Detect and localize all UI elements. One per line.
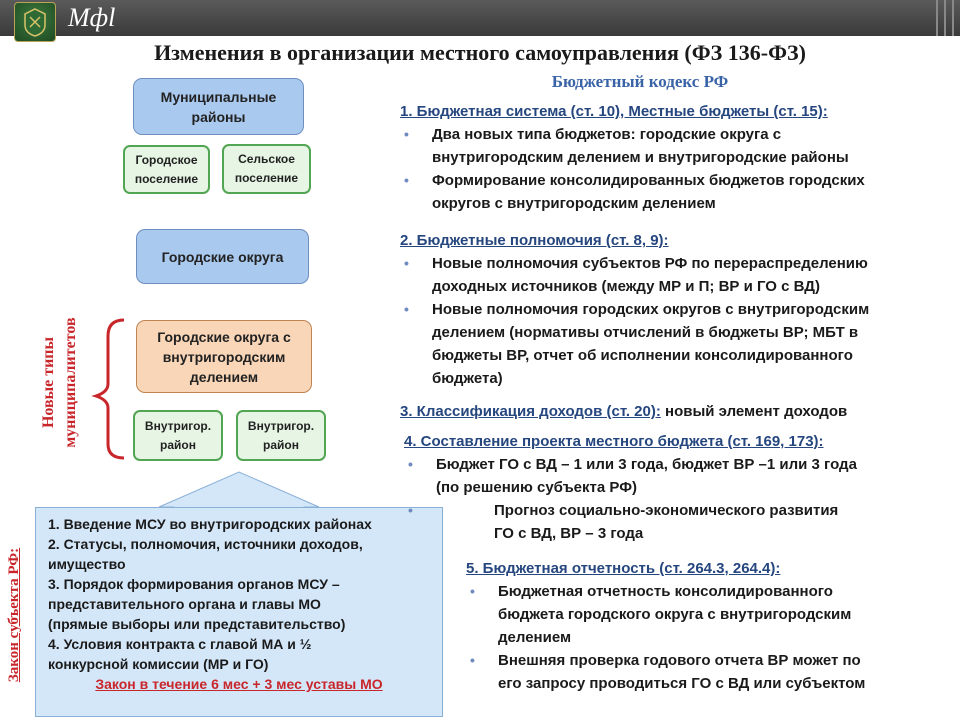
bullet-line: ГО с ВД, ВР – 3 года bbox=[494, 525, 644, 542]
municipal-districts-label: Муниципальные районы bbox=[160, 88, 277, 125]
bullet-line: бюджеты ВР, отчет об исполнении консолидированного bbox=[432, 347, 853, 364]
new-types-label-line1: Новые типы bbox=[40, 336, 57, 429]
top-bar bbox=[0, 0, 960, 36]
rural-settlement-box bbox=[222, 144, 311, 194]
rural-settlement-label: Сельское поселение bbox=[234, 152, 299, 185]
bullet-item bbox=[404, 453, 960, 499]
section-text: новый элемент доходов bbox=[660, 403, 848, 420]
bullet-line: • Новые полномочия городских округов с внутригородским bbox=[432, 301, 870, 318]
bullet-line: • Внешняя проверка годового отчета ВР может по bbox=[498, 652, 861, 669]
bullet-item bbox=[400, 123, 960, 169]
urban-districts-divided-box bbox=[136, 320, 312, 393]
intracity-district-label-1: Внутригор. район bbox=[144, 418, 212, 452]
urban-settlement-box bbox=[123, 145, 210, 194]
law-subject-label: Закон субъекта РФ: bbox=[6, 547, 22, 683]
bullet-line: доходных источников (между МР и П; ВР и ГО с ВД) bbox=[432, 278, 820, 295]
section-income-classification bbox=[400, 400, 960, 423]
bullet-item bbox=[400, 298, 960, 390]
law-line: 2. Статусы, полномочия, источники доходов, bbox=[48, 536, 363, 552]
bullet-line: • Новые полномочия субъектов РФ по перераспределению bbox=[432, 255, 868, 272]
bullet-item bbox=[466, 580, 960, 649]
law-line: представительного органа и главы МО bbox=[48, 596, 321, 612]
law-line: 3. Порядок формирования органов МСУ – bbox=[48, 576, 340, 592]
law-line: 4. Условия контракта с главой МА и ½ bbox=[48, 636, 312, 652]
section-budget-drafting bbox=[404, 430, 960, 545]
law-line: 1. Введение МСУ во внутригородских районах bbox=[48, 516, 372, 532]
bullet-item bbox=[400, 252, 960, 298]
urban-settlement-label: Городское поселение bbox=[134, 152, 199, 186]
law-deadline: Закон в течение 6 мес + 3 мес уставы МО bbox=[95, 676, 383, 692]
urban-districts-box bbox=[136, 229, 309, 284]
law-box bbox=[35, 507, 443, 717]
new-types-label bbox=[38, 295, 82, 470]
law-line: (прямые выборы или представительство) bbox=[48, 616, 346, 632]
bullet-line: делением (нормативы отчислений в бюджеты ВР; МБТ в bbox=[432, 324, 859, 341]
bullet-line: внутригородским делением и внутригородские районы bbox=[432, 149, 849, 166]
bullet-line: • Бюджет ГО с ВД – 1 или 3 года, бюджет ВР –1 или 3 года bbox=[436, 456, 857, 473]
bullet-line: • Бюджетная отчетность консолидированного bbox=[498, 583, 833, 600]
page-subtitle: Бюджетный кодекс РФ bbox=[551, 72, 729, 91]
bullet-line: (по решению субъекта РФ) bbox=[436, 479, 637, 496]
new-types-label-line2: муниципалитетов bbox=[62, 317, 79, 448]
bracket-shape bbox=[96, 320, 124, 458]
bullet-line: • Прогноз социально-экономического развития bbox=[494, 502, 839, 519]
page-title: Изменения в организации местного самоуправления (ФЗ 136-ФЗ) bbox=[154, 40, 806, 65]
intracity-district-box-2 bbox=[236, 410, 326, 461]
urban-districts-divided-label: Городские округа с внутригородским делением bbox=[157, 328, 291, 385]
bullet-item bbox=[404, 499, 960, 545]
section-budget-reporting bbox=[466, 557, 960, 695]
section-heading: 5. Бюджетная отчетность (ст. 264.3, 264.4): bbox=[466, 560, 781, 577]
urban-districts-label: Городские округа bbox=[161, 248, 284, 265]
bullet-line: бюджета) bbox=[432, 370, 503, 387]
emblem-icon bbox=[14, 2, 56, 42]
bullet-line: округов с внутригородским делением bbox=[432, 195, 716, 212]
section-heading: 3. Классификация доходов (ст. 20): bbox=[400, 403, 661, 420]
section-heading: 1. Бюджетная система (ст. 10), Местные бюджеты (ст. 15): bbox=[400, 103, 828, 120]
section-budget-powers bbox=[400, 229, 960, 390]
law-line: имущество bbox=[48, 556, 126, 572]
bullet-line: бюджета городского округа с внутригородским bbox=[498, 606, 852, 623]
intracity-district-box-1 bbox=[133, 410, 223, 461]
section-heading: 4. Составление проекта местного бюджета (ст. 169, 173): bbox=[404, 433, 824, 450]
section-budget-system bbox=[400, 100, 960, 215]
brand-logo: Мфl bbox=[68, 3, 116, 32]
law-line: конкурсной комиссии (МР и ГО) bbox=[48, 656, 269, 672]
decorative-lines bbox=[930, 0, 960, 36]
section-heading: 2. Бюджетные полномочия (ст. 8, 9): bbox=[400, 232, 669, 249]
bullet-line: его запросу проводиться ГО с ВД или субъектом bbox=[498, 675, 866, 692]
bullet-item bbox=[466, 649, 960, 695]
bullet-line: • Два новых типа бюджетов: городские округа с bbox=[432, 126, 782, 143]
bullet-line: • Формирование консолидированных бюджетов городских bbox=[432, 172, 865, 189]
bullet-item bbox=[400, 169, 960, 215]
municipal-districts-box bbox=[133, 78, 304, 135]
bullet-line: делением bbox=[498, 629, 572, 646]
intracity-district-label-2: Внутригор. район bbox=[247, 418, 315, 452]
